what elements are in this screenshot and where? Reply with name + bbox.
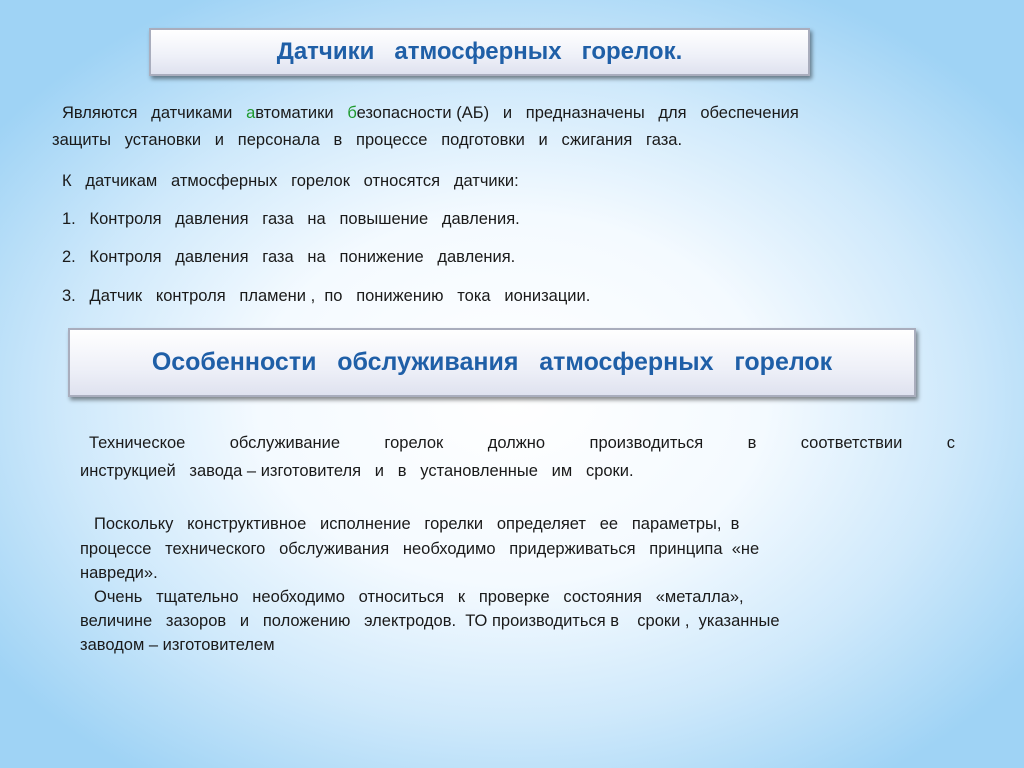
- highlight-letter-b: б: [347, 104, 357, 122]
- intro-text-mid: втоматики: [255, 104, 348, 122]
- intro-line-2: защиты установки и персонала в процессе подготовки и сжигания газа.: [52, 131, 683, 149]
- maintenance-line-2: инструкцией завода – изготовителя и в установленные им сроки.: [80, 462, 634, 480]
- design-line-4: Очень тщательно необходимо относиться к проверке состояния «металла»,: [94, 588, 744, 606]
- design-line-2: процессе технического обслуживания необходимо придерживаться принципа «не: [80, 540, 760, 558]
- highlight-letter-a: а: [246, 104, 256, 122]
- intro-line-1: [62, 100, 799, 126]
- sensor-item-2: 2. Контроля давления газа на понижение давления.: [62, 248, 516, 266]
- intro-text-end: езопасности (АБ) и предназначены для обеспечения: [356, 104, 799, 122]
- design-line-3: навреди».: [80, 564, 158, 582]
- slide-title: Датчики атмосферных горелок.: [149, 28, 810, 76]
- design-line-1: Поскольку конструктивное исполнение горелки определяет ее параметры, в: [94, 515, 740, 533]
- design-line-5: величине зазоров и положению электродов. ТО производиться в сроки , указанные: [80, 612, 780, 630]
- sensor-item-3: 3. Датчик контроля пламени , по понижению тока ионизации.: [62, 287, 591, 305]
- design-line-6: заводом – изготовителем: [80, 636, 275, 654]
- maintenance-line-1: Техническое обслуживание горелок должно производиться в соответствии с: [89, 434, 955, 452]
- section-title-maintenance: Особенности обслуживания атмосферных горелок: [68, 328, 916, 397]
- sensors-intro: К датчикам атмосферных горелок относятся датчики:: [62, 172, 519, 190]
- intro-text-start: Являются датчиками: [62, 104, 247, 122]
- sensor-item-1: 1. Контроля давления газа на повышение давления.: [62, 210, 520, 228]
